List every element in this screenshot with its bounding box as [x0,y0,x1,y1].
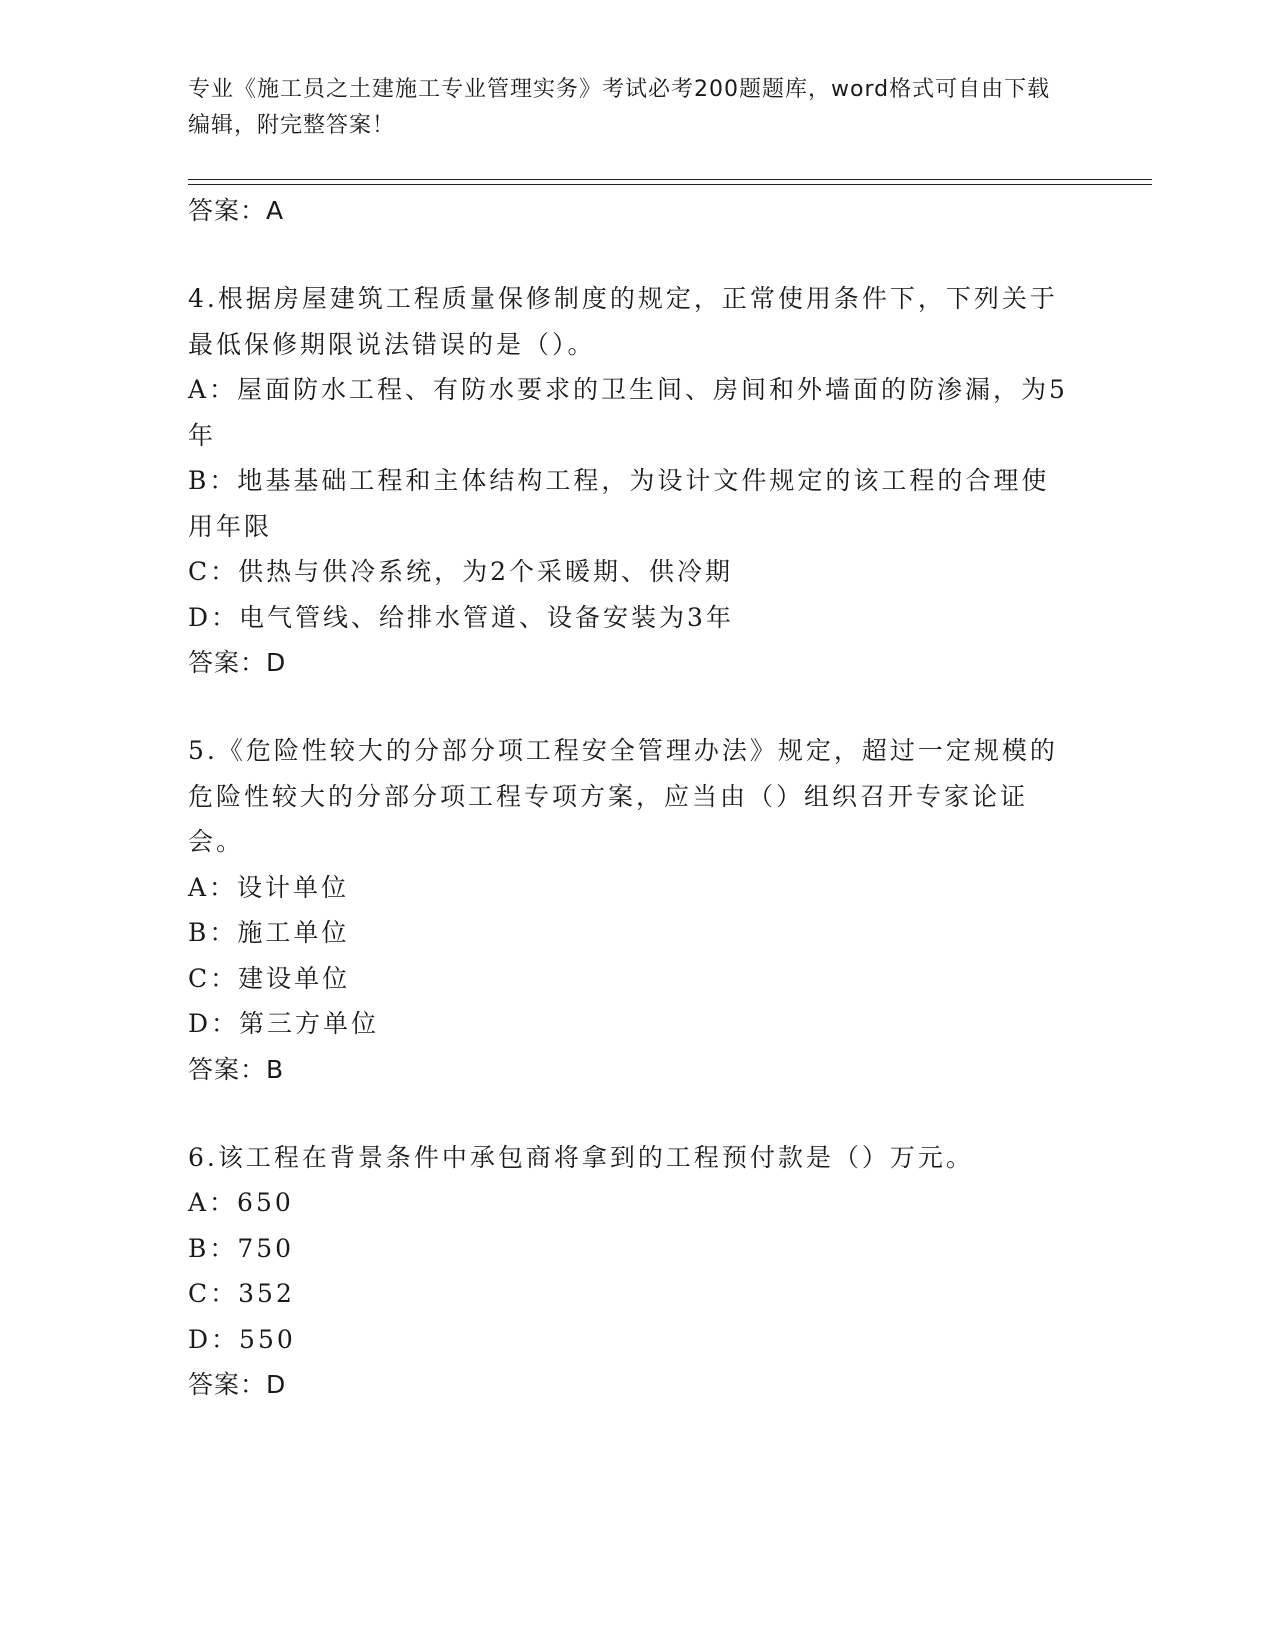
option-d: D：550 [188,1324,296,1354]
header-title: 专业《施工员之土建施工专业管理实务》考试必考200题题库，word格式可自由下载编辑，附完整答案！ [188,77,1051,138]
option-a: A：屋面防水工程、有防水要求的卫生间、房间和外墙面的防渗漏，为5年 [188,375,1068,450]
question-text: 6.该工程在背景条件中承包商将拿到的工程预付款是（）万元。 [188,1142,974,1172]
answer-line: 答案：A [188,196,285,225]
header-rule-bottom [188,184,1152,185]
answer-line: 答案：D [188,1370,287,1399]
option-b: B：施工单位 [188,918,350,947]
option-c: C：352 [188,1279,295,1308]
document-body [188,188,1068,1408]
answer-line: 答案：B [188,1054,285,1084]
document-header [188,72,1068,144]
question-5 [188,728,1068,1093]
option-a: A：设计单位 [188,872,350,902]
option-b: B：地基基础工程和主体结构工程，为设计文件规定的该工程的合理使用年限 [188,466,1050,541]
answer-line: 答案：D [188,648,287,677]
header-rule-top [188,179,1152,180]
question-text: 5.《危险性较大的分部分项工程安全管理办法》规定，超过一定规模的危险性较大的分部分项工程专项方案，应当由（）组织召开专家论证会。 [188,736,1058,856]
option-c: C：建设单位 [188,963,351,993]
question-text: 4.根据房屋建筑工程质量保修制度的规定，正常使用条件下，下列关于最低保修期限说法错误的是（）。 [188,284,1058,359]
option-b: B：750 [188,1233,295,1263]
option-a: A：650 [188,1188,294,1217]
option-c: C：供热与供冷系统，为2个采暖期、供冷期 [188,557,734,586]
option-d: D：第三方单位 [188,1009,380,1038]
question-6 [188,1135,1068,1409]
question-4 [188,276,1068,686]
option-d: D：电气管线、给排水管道、设备安装为3年 [188,602,734,632]
